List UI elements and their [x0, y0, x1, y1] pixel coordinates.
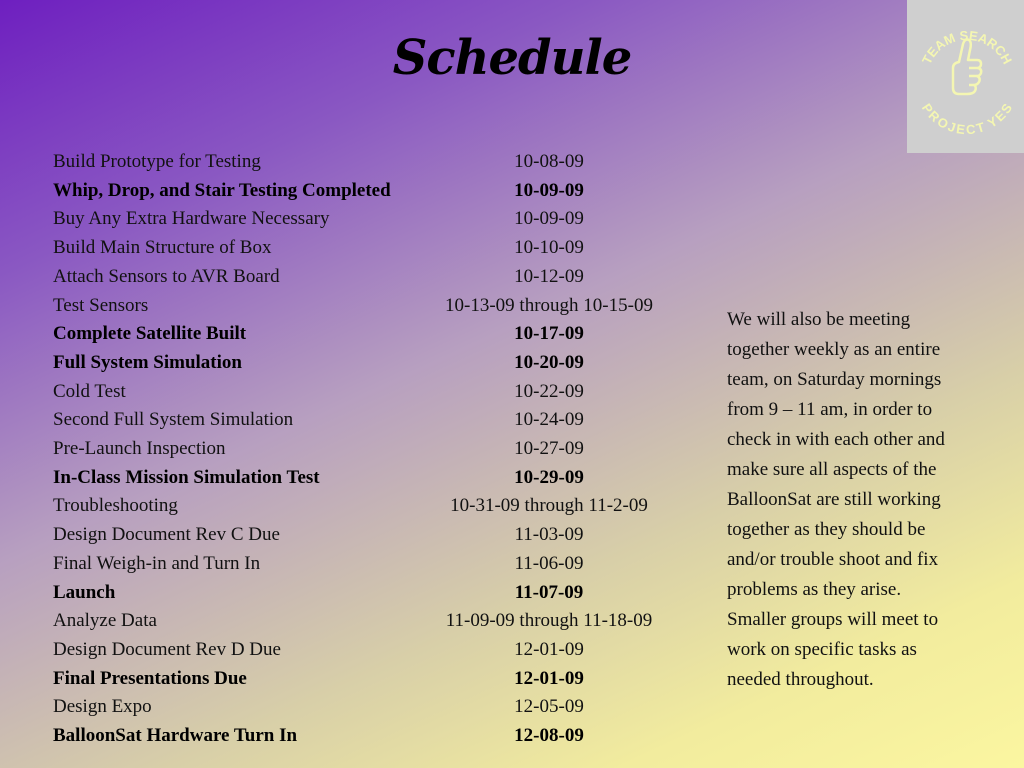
- schedule-date: 11-07-09: [514, 581, 584, 603]
- schedule-date: 12-01-09: [514, 638, 584, 660]
- schedule-row: [0, 722, 700, 750]
- schedule-date: 10-10-09: [514, 237, 584, 259]
- schedule-date: 11-06-09: [514, 552, 584, 574]
- schedule-task: Design Document Rev D Due: [53, 638, 281, 660]
- schedule-row: [0, 607, 700, 635]
- schedule-task: Final Weigh-in and Turn In: [53, 552, 261, 574]
- schedule-task: Design Expo: [53, 696, 152, 718]
- schedule-date: 12-05-09: [514, 696, 584, 718]
- schedule-date: 10-08-09: [514, 151, 584, 172]
- schedule-row: [0, 263, 700, 291]
- schedule-row: [0, 492, 700, 520]
- schedule-task: Final Presentations Due: [53, 667, 247, 689]
- schedule-task: Troubleshooting: [53, 495, 178, 517]
- schedule-row: [0, 636, 700, 664]
- schedule-date: 10-24-09: [514, 409, 584, 431]
- schedule-task: Test Sensors: [53, 294, 149, 316]
- schedule-date: 10-22-09: [514, 380, 584, 402]
- thumbs-up-icon: [953, 40, 981, 95]
- schedule-date: 12-01-09: [514, 667, 584, 689]
- schedule-row: [0, 292, 700, 320]
- schedule-date: 10-20-09: [514, 351, 584, 373]
- schedule-task: Full System Simulation: [53, 351, 242, 373]
- schedule-task: Buy Any Extra Hardware Necessary: [53, 208, 330, 230]
- schedule-row: [0, 234, 700, 262]
- team-logo: [907, 0, 1024, 153]
- schedule-row: [0, 435, 700, 463]
- schedule-task: Pre-Launch Inspection: [53, 438, 226, 459]
- schedule-row: [0, 205, 700, 233]
- meeting-note: We will also be meeting together weekly as an entire team, on Saturday mornings from 9 – 11 am, in order to check in with each other and make sure all aspects of the BalloonSat are still working together as they should be and/or trouble shoot and fix problems as they arise. Smaller groups will meet to work on specific tasks as needed throughout.: [727, 309, 945, 690]
- schedule-row: [0, 550, 700, 578]
- schedule-date: 11-09-09 through 11-18-09: [445, 610, 653, 632]
- schedule-date: 10-27-09: [514, 438, 584, 459]
- svg-text:PROJECT YES: PROJECT YES: [918, 100, 1016, 138]
- schedule-task: Build Prototype for Testing: [53, 151, 261, 172]
- schedule-row: [0, 406, 700, 434]
- schedule-date: 10-09-09: [514, 179, 584, 201]
- page-title: Schedule: [392, 30, 632, 86]
- schedule-row: [0, 349, 700, 377]
- schedule-row: [0, 148, 700, 176]
- schedule-date: 10-29-09: [514, 466, 584, 488]
- schedule-date: 10-09-09: [514, 208, 584, 230]
- schedule-task: BalloonSat Hardware Turn In: [53, 725, 298, 746]
- schedule-row: [0, 320, 700, 348]
- schedule-date: 10-13-09 through 10-15-09: [445, 294, 653, 316]
- schedule-date: 10-31-09 through 11-2-09: [450, 495, 648, 517]
- schedule-task: Cold Test: [53, 380, 126, 402]
- schedule-row: [0, 378, 700, 406]
- schedule-row: [0, 579, 700, 607]
- schedule-row: [0, 665, 700, 693]
- schedule-date: 12-08-09: [514, 725, 584, 746]
- schedule-task: Whip, Drop, and Stair Testing Completed: [53, 179, 391, 201]
- schedule-task: Second Full System Simulation: [53, 409, 294, 431]
- svg-text:TEAM SEARCH: TEAM SEARCH: [918, 27, 1016, 67]
- schedule-date: 10-12-09: [514, 265, 584, 287]
- schedule-task: Complete Satellite Built: [53, 323, 247, 345]
- schedule-task: Build Main Structure of Box: [53, 237, 272, 259]
- schedule-row: [0, 521, 700, 549]
- schedule-row: [0, 693, 700, 721]
- schedule-row: [0, 177, 700, 205]
- schedule-task: In-Class Mission Simulation Test: [53, 466, 320, 488]
- schedule-date: 10-17-09: [514, 323, 584, 345]
- schedule-task: Design Document Rev C Due: [53, 524, 280, 546]
- schedule-task: Attach Sensors to AVR Board: [53, 265, 280, 287]
- schedule-row: [0, 464, 700, 492]
- schedule-date: 11-03-09: [514, 524, 584, 546]
- schedule-task: Analyze Data: [53, 610, 157, 632]
- schedule-task: Launch: [53, 581, 116, 603]
